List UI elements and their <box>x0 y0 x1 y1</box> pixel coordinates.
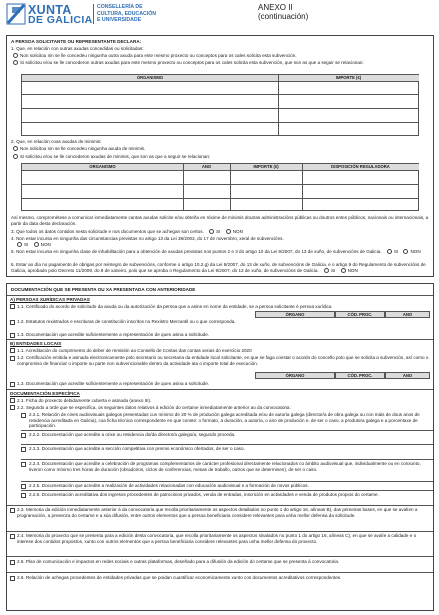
minimis-aids-table <box>21 163 419 211</box>
q1-option-2-label: Si solicitou e/ou se lle concederon outras axudas para este mesmo proxecto ou conceptos para os cales solicita esta subvención, que son as que a seguir se relacionan: <box>20 60 364 65</box>
dept-line-1: CONSELLERÍA DE <box>97 4 143 10</box>
declaration-section <box>6 35 434 277</box>
doc-a3: 1.3. Documentación que acredite suficientemente a representación de quen asina a solicitude. <box>17 332 210 337</box>
department-name <box>93 4 156 24</box>
doc-26-checkbox[interactable] <box>10 576 15 581</box>
q2-option-2-label: Si solicitou e/ou se lle concederon axudas de minimis, que son as que a seguir se relacionan: <box>20 154 211 159</box>
doc-24-checkbox[interactable] <box>10 534 15 539</box>
doc-224: 2.2.4. Documentación que acredite a celebración de programas complementarios de carácter profesional directamente relacionados co ámbito audiovisual que, individualmente ou en conxunto, tiveron como mínimo tres horas de duración (obradoiros, ciclos de conferencias, mesas de traballo, outros que se determinen), de ser o caso. <box>29 461 421 472</box>
q2-option-2-radio[interactable] <box>13 154 18 159</box>
doc-26: 2.6. Relación de achegas procedentes de entidades privadas que se poidan cuantificar economicamente xunto cos documentos acreditativos correspondentes. <box>17 575 342 580</box>
doc-a1: 1.1. Certificado do acordo de solicitude da axuda ou da autorización da persoa que a asine en nome da entidade, se a persoa solicitante é persoa xurídica <box>17 304 332 309</box>
doc-a1-checkbox[interactable] <box>10 304 15 309</box>
q3-si-radio[interactable] <box>209 229 214 234</box>
doc-25-checkbox[interactable] <box>10 560 15 565</box>
annex-title <box>258 3 308 21</box>
doc-225-checkbox[interactable] <box>21 484 26 489</box>
doc-24: 2.4. Memoria do proxecto que se presenta para a edición desta convocatoria, que recolla prioritariamente os aspectos sinalados no punto 1 do artigo 16, alíneas C), en que se avalíe a calidade e o interese dos contidos propostos, xunto con outros elementos que a persoa beneficiaria considere relevantes para unha mellor defensa do proxecto. <box>17 533 417 544</box>
documentation-title: DOCUMENTACIÓN QUE SE PRESENTA OU XA PRESENTADA CON ANTERIORIDADE <box>11 287 196 292</box>
question-5 <box>11 249 431 255</box>
doc-b2: 1.2. Certificación emitida e asinada electronicamente polo secretario ou secretaria da entidade local solicitante, en que se faga constar o acordo do concello polo que se solicita a subvención, así como o compromiso de financiar o importe ou parte non subvencionable dentro da actividade ata o importe total de execución. <box>17 355 429 366</box>
doc-a2-checkbox[interactable] <box>10 320 15 325</box>
doc-224-checkbox[interactable] <box>21 462 26 467</box>
q6-non-radio[interactable] <box>341 268 346 273</box>
documentation-section <box>6 283 434 611</box>
header-ano-b: ANO <box>385 372 430 379</box>
doc-226-checkbox[interactable] <box>21 493 26 498</box>
q1-option-2-radio[interactable] <box>13 60 18 65</box>
q3-text: 3. Que todos os datos contidos nesta solicitude e nos documentos que se achegan son certos. <box>11 229 204 234</box>
page-header <box>6 3 434 31</box>
t2-col-disposicion: DISPOSICIÓN REGULADORA <box>302 164 419 171</box>
doc-225: 2.2.5. Documentación que acredite a realización de actividades relacionadas con educación audiovisual e a formación de novos públicos. <box>29 483 309 488</box>
q1-option-1-radio[interactable] <box>13 53 18 58</box>
q5-non-label: NON <box>410 249 421 254</box>
dept-line-2: CULTURA, EDUCACIÓN <box>97 10 156 17</box>
header-cod-proc: CÓD. PROC. <box>335 311 385 318</box>
doc-221: 2.2.1. Relación de cines audiovisuais galegos presentadas cun mínimo de 20 % de produción galega acreditada e/ou de autoría galega (director/a de obra galega ou con máis de dous anos de residencia acreditada en Galicia), coa ficha técnica correspondente en que conste: o formato, a duración, a autoría, o ano de produción e, de ser o caso, a produtora galega e a porcentaxe de participación. <box>29 412 420 429</box>
doc-221-checkbox[interactable] <box>21 413 26 418</box>
doc-23: 2.3. Memoria da edición inmediatamente anterior á da convocatoria que recolla prioritariamente os aspectos detallados no punto 1 do artigo 16, alíneas B), das primeiras bases, en que se avalíen a programación, a presenza do certame e a súa difusión, entre outros elementos que a persoa beneficiaria considere relevantes para unha mellor defensa da solicitude. <box>17 507 418 518</box>
q2-option-1-label: Non solicitou nin se lle concedeu ningunha axuda de minimis. <box>20 146 146 151</box>
doc-226: 2.2.6. Documentación acreditativa dos ingresos procedentes de patrocinios privados, venda de entradas, inscrición en actividades e venda de produtos propios do certame. <box>29 492 379 497</box>
q2-option-2 <box>13 154 210 160</box>
question-4 <box>11 236 431 247</box>
q3-si-label: SI <box>216 229 221 234</box>
commitment-text: Así mesmo, comprométese a comunicar inmediatamente cantas axudas solicite e/ou obteña en réxime de minimis doutras administracións públicas ou doutros entes públicos, nacionais ou internacionais, a partir da data desta declaración. <box>11 215 429 226</box>
header-organo-b: ÓRGANO <box>255 372 335 379</box>
doc-22: 2.2. Segundo a orde que se especifica, os seguintes datos relativos á edición do certame inmediatamente anterior ao da convocatoria: <box>17 405 291 410</box>
t1-col-importe: IMPORTE (€) <box>278 75 419 82</box>
xunta-logo-icon <box>6 3 26 25</box>
q2-option-1 <box>13 146 145 152</box>
question-6 <box>11 262 431 273</box>
q1-option-2 <box>13 60 431 66</box>
q3-non-label: NON <box>232 229 243 234</box>
t2-col-organismo: ORGANISMO <box>22 164 183 171</box>
q4-non-label: NON <box>40 241 51 247</box>
doc-23-checkbox[interactable] <box>10 508 15 513</box>
specific-doc-title: DOCUMENTACIÓN ESPECÍFICA <box>10 391 80 396</box>
doc-21-checkbox[interactable] <box>10 398 15 403</box>
doc-a3-checkbox[interactable] <box>10 333 15 338</box>
annex-title-line: ANEXO II <box>258 3 293 12</box>
q4-si-label: SI <box>24 241 29 247</box>
header-cod-proc-b: CÓD. PROC. <box>335 372 385 379</box>
brand-xunta: XUNTA <box>28 3 72 17</box>
q4-text: 4. Non estar incursa en ningunha das circunstancias previstas no artigo 13 da Lei 38/2003, do 17 de novembro, xeral de subvencións. <box>11 236 284 241</box>
question-1: 1. Que, en relación con outras axudas concedidas ou solicitadas: <box>11 46 144 51</box>
doc-25: 2.5. Plan de comunicación e impactos en redes sociais e outras plataformas, deseñado para a difusión da edición do certame que se presenta á convocatoria. <box>17 559 340 564</box>
doc-21: 2.1. Ficha do proxecto debidamente cuberta e asinada (anexo III). <box>17 398 152 403</box>
q5-non-radio[interactable] <box>403 249 408 254</box>
header-ano: ANO <box>385 311 430 318</box>
t2-col-importe: IMPORTE (€) <box>230 164 302 171</box>
question-2: 2. Que, en relación coas axudas de minimis: <box>11 139 102 144</box>
q6-non-label: NON <box>347 267 358 273</box>
doc-223: 2.2.3. Documentación que acredite a sección competitiva con premio económico ofertados, de ser o caso. <box>29 446 245 451</box>
section-a-title: A) PERSOAS XURÍDICAS PRIVADAS <box>10 297 90 302</box>
q6-si-radio[interactable] <box>324 268 329 273</box>
doc-b1-checkbox[interactable] <box>10 348 15 353</box>
doc-223-checkbox[interactable] <box>21 447 26 452</box>
doc-b2-checkbox[interactable] <box>10 356 15 361</box>
q5-si-label: SI <box>393 249 399 254</box>
t2-col-ano: ANO <box>183 164 230 171</box>
header-organo: ÓRGANO <box>255 311 335 318</box>
q6-si-label: SI <box>330 267 336 273</box>
doc-a2: 1.2. Estatutos rexistrados e escrituras de constitución inscritos no Rexistro Mercantil ou o que corresponda. <box>17 319 236 324</box>
q4-si-radio[interactable] <box>17 242 22 247</box>
q5-si-radio[interactable] <box>387 249 392 254</box>
dept-line-3: E UNIVERSIDADE <box>97 17 142 23</box>
doc-222-checkbox[interactable] <box>21 433 26 438</box>
question-3 <box>11 229 243 235</box>
t1-col-organismo: ORGANISMO <box>22 75 278 82</box>
q1-option-1 <box>13 53 297 59</box>
q6-text: 6. Estar ao día no pagamento de obrigas por reintegro de subvencións, conforme o artigo 10.2.g) da Lei 9/2007, do 13 de xuño, de subvencións de Galicia, e o artigo 9 do Regulamento de subvencións de Galicia, aprobado polo Decreto 11/2009, do 8 de xaneiro, polo que se aproba o Regulamento da Lei 9/2007, do 13 de xuño, de subvencións de Galicia. <box>11 262 426 273</box>
doc-222: 2.2.2. Documentación que acredite a orixe ou residencia do/da director/a galego/a, segundo proceda. <box>29 432 236 437</box>
q5-text: 5. Non estar incursa en ningunha clase de inhabilitación para a obtención de axudas previstas nos puntos 2 e 3 do artigo 10 da Lei 9/2007, do 13 de xuño, de subvencións de Galicia. <box>11 249 382 254</box>
section-b-title: B) ENTIDADES LOCAIS <box>10 341 62 346</box>
q1-option-1-label: Non solicitou nin se lle concedeu ningunha outra axuda para este mesmo proxecto ou conceptos para os cales solicita esta subvención. <box>20 53 297 58</box>
doc-b3-checkbox[interactable] <box>10 382 15 387</box>
doc-22-checkbox[interactable] <box>10 405 15 410</box>
q3-non-radio[interactable] <box>226 229 231 234</box>
q2-option-1-radio[interactable] <box>13 146 18 151</box>
doc-b3: 1.3. Documentación que acredite suficientemente a representación de quen asina a solicitude. <box>17 381 210 386</box>
q4-non-radio[interactable] <box>34 242 39 247</box>
annex-subtitle: (continuación) <box>258 12 309 21</box>
doc-b1: 1.1. Acreditación do cumprimento do deber de remisión ao Consello de Contas das contas xerais do exercicio 2020 <box>17 348 252 353</box>
declaration-title: A PERSOA SOLICITANTE OU REPRESENTANTE DECLARA: <box>11 39 142 44</box>
brand-galicia: DE GALICIA <box>28 14 93 26</box>
other-aids-table <box>21 74 419 136</box>
